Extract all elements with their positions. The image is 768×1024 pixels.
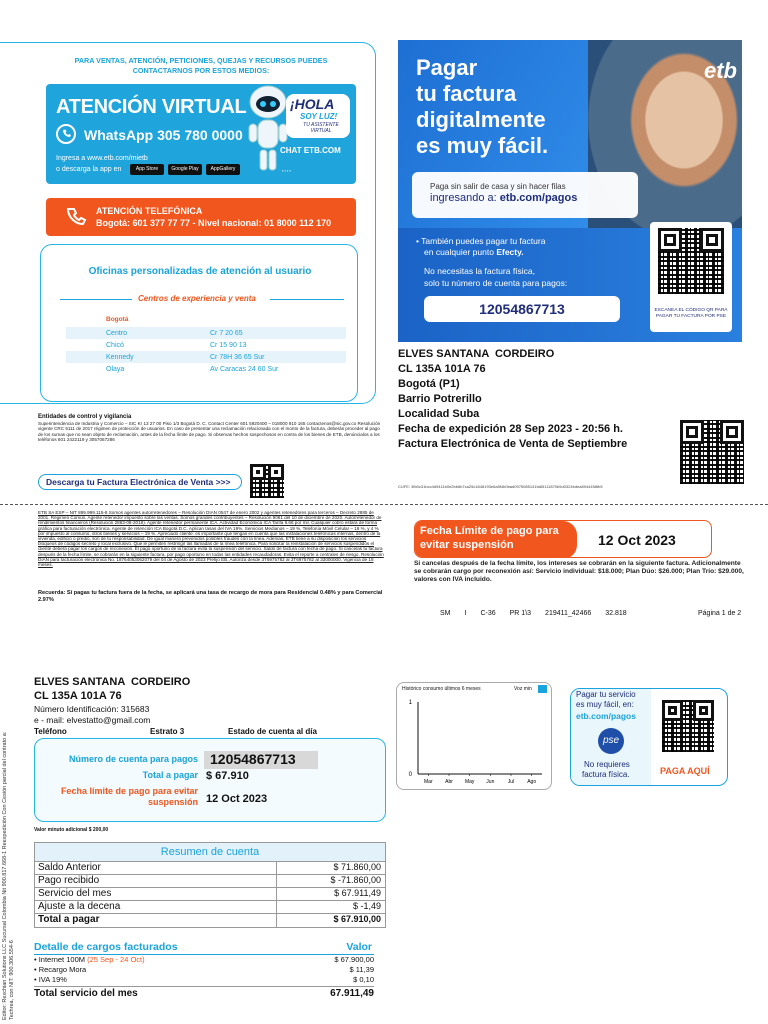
account-number: 12054867713 (210, 751, 296, 767)
chat-link[interactable]: CHAT ETB.COM (280, 146, 341, 155)
details-title: Detalle de cargos facturados (34, 941, 178, 953)
customer-name: ELVES SANTANA CORDEIRO (398, 348, 555, 360)
chart-y-tick: 0 (408, 772, 412, 778)
phone-attention-banner (46, 198, 356, 236)
detail-row (34, 975, 374, 985)
etb-logo: etb (704, 58, 737, 83)
bot-bubble-hola: ¡HOLA (290, 96, 335, 112)
pse-logo: pse (598, 728, 624, 754)
virtual-title: ATENCIÓN VIRTUAL (56, 96, 247, 118)
detail-value: $ 11,39 (349, 965, 374, 974)
consumption-chart (400, 696, 548, 788)
pse-no-invoice-1: No requieres (584, 760, 630, 769)
summary-total-value: $ 67.910,00 (333, 914, 381, 924)
customer-qr-code (680, 420, 744, 484)
detail-note: (25 Sep - 24 Oct) (87, 955, 145, 964)
app-store-badge[interactable]: App Store (130, 164, 164, 175)
summary-total-label: Total a pagar (35, 914, 277, 927)
summary-row (34, 901, 386, 914)
social-icons: ▪ ▪ ▪ ▪ (282, 168, 292, 173)
efecty-brand: Efecty. (496, 247, 524, 257)
pse-link[interactable]: etb.com/pagos (576, 711, 636, 721)
account-status: Estado de cuenta al día (228, 727, 317, 736)
promo-account-number: 12054867713 (479, 301, 565, 317)
summary-value: $ 71.860,00 (333, 862, 381, 872)
footer-code: 219411_42466 (545, 610, 592, 617)
office-name: Kennedy (106, 353, 134, 361)
contact-header: PARA VENTAS, ATENCIÓN, PETICIONES, QUEJAS Y RECURSOS PUEDES CONTACTARNOS POR ESTOS MEDIOS: (74, 56, 328, 75)
chart-x-label: Mar (424, 779, 433, 785)
pay-here[interactable]: PAGA AQUÍ (660, 766, 710, 776)
customer-neighborhood: Barrio Potrerillo (398, 393, 482, 405)
office-city: Bogotá (106, 316, 129, 323)
footer-codes (440, 610, 627, 617)
summary-label: Ajuste a la decena (35, 901, 277, 913)
pse-line-1: Pagar tu servicio (576, 690, 636, 699)
chart-legend-label: Voz min (514, 686, 532, 692)
offices-table (66, 327, 346, 375)
chart-x-label: May (464, 779, 475, 785)
late-fee-note: Recuerda: Si pagas tu factura fuera de la fecha, se aplicará una tasa de recargo de mora para Residencial 0.48% y para Comercial 2.97% (38, 590, 383, 603)
summary-label: Pago recibido (35, 875, 277, 887)
account-email: e - mail: elvestatto@gmail.com (34, 715, 151, 725)
web-line-1: Ingresa a www.etb.com/mietb (56, 155, 148, 162)
footer-code: SM (440, 610, 451, 617)
phone-label: Teléfono (34, 727, 67, 736)
deadline-date: 12 Oct 2023 (598, 532, 676, 548)
control-text: Superintendencia de Industria y Comercio – SIC Kr 13 27 00 Piso 1/3 Bogotá D. C. Contact Center 601 5920400 – 018000 910 165 contactenos@sic.gov.co Resolución vigente CRC 5111 de 2017 régimen de protección de usuarios. En caso de presentar una reclamación relacionada con el monto de la factura, deberás proceder al pago de los sumas que no sean objeto de reclamación, antes de la fecha límite de pago. Si observas hechos sospechosos en contra de los bienes de ETB, denúncialos a los teléfonos 601 2422119 y 3057067286 (38, 421, 381, 443)
phone-title: ATENCIÓN TELEFÓNICA (96, 206, 203, 216)
summary-row (34, 862, 386, 875)
detail-label: • Internet 100M (34, 955, 85, 964)
efecty-line-2 (424, 247, 524, 257)
detail-label-wrap (34, 955, 145, 965)
detail-row (34, 955, 374, 965)
detail-value: $ 0,10 (353, 975, 374, 984)
page-number: Página 1 de 2 (698, 610, 742, 617)
office-row (66, 351, 346, 363)
chart-x-label: Jul (507, 779, 515, 785)
summary-title: Resumen de cuenta (160, 846, 260, 858)
details-value-header: Valor (346, 941, 372, 953)
office-name: Centro (106, 329, 128, 337)
office-address: Cr 7 20 65 (210, 329, 243, 337)
summary-value: $ 67.911,49 (334, 888, 381, 898)
summary-label: Servicio del mes (35, 888, 277, 900)
stratum: Estrato 3 (150, 727, 185, 736)
summary-table (34, 862, 386, 928)
chart-legend-swatch (538, 685, 547, 693)
account-number-label: Número de cuenta para pagos (68, 754, 198, 764)
detail-row (34, 965, 374, 975)
web-line-2: o descarga la app en (56, 166, 122, 173)
promo-headline-2: tu factura (416, 81, 517, 106)
summary-row (34, 875, 386, 888)
summary-total-row (34, 914, 386, 928)
cufe-code: CUFE: 3fb0c31bcc4d9411b0e2bb6b7ca25c1848193e6a5f4b0bad0975085141fa65111870b5d0324bdea8944458fb5 (398, 484, 603, 489)
deadline-label: Fecha Límite de pago para evitar suspensión (420, 525, 559, 551)
centers-divider-left (60, 299, 132, 300)
download-invoice-label[interactable]: Descarga tu Factura Electrónica de Venta >>> (46, 477, 231, 487)
total-value: $ 67.910 (206, 770, 249, 782)
promo-pay-prefix: ingresando a: (430, 192, 500, 204)
invoice-qr-code (250, 464, 284, 498)
phone-numbers[interactable]: Bogotá: 601 377 77 77 - Nivel nacional: 01 8000 112 170 (96, 218, 332, 228)
details-list (34, 955, 374, 985)
no-invoice-line-1: No necesitas la factura física, (424, 266, 536, 276)
robot-assistant-icon (246, 80, 290, 180)
office-address: Av Caracas 24 60 Sur (210, 365, 279, 373)
customer-address: CL 135A 101A 76 (398, 363, 486, 375)
account-name: ELVES SANTANA CORDEIRO (34, 676, 191, 688)
centers-title: Centros de experiencia y venta (138, 294, 256, 303)
details-total-value: 67.911,49 (330, 988, 374, 999)
promo-qr-caption: ESCANEA EL CÓDIGO QR PARA PAGAR TU FACTURA POR PSE (654, 308, 728, 319)
footer-code: C-36 (480, 610, 496, 617)
bot-bubble-name: SOY LUZ! (300, 112, 338, 121)
detail-label: • Recargo Mora (34, 965, 87, 974)
pse-qr-code[interactable] (662, 700, 714, 752)
details-total-label: Total servicio del mes (34, 988, 138, 999)
promo-pay-line-1: Paga sin salir de casa y sin hacer filas (430, 182, 566, 191)
footer-code: 32.818 (605, 610, 627, 617)
office-name: Chicó (106, 341, 124, 349)
offices-title: Oficinas personalizadas de atención al usuario (88, 266, 312, 277)
office-address: Cr 15 90 13 (210, 341, 247, 349)
office-row (66, 363, 346, 375)
chart-title: Histórico consumo últimos 6 meses (402, 686, 481, 692)
centers-divider-right (270, 299, 344, 300)
promo-headline-3: digitalmente (416, 107, 546, 132)
efecty-prefix: en cualquier punto (424, 247, 497, 257)
summary-label: Saldo Anterior (35, 862, 277, 874)
control-title: Entidades de control y vigilancia (38, 414, 132, 420)
chart-x-label: Ago (527, 779, 537, 785)
no-invoice-line-2: solo tu número de cuenta para pagos: (424, 278, 568, 288)
detail-label: • IVA 19% (34, 975, 67, 984)
issue-date: Fecha de expedición 28 Sep 2023 - 20:56 h. (398, 423, 623, 435)
office-row (66, 327, 346, 339)
chart-x-label: Jun (486, 779, 495, 785)
promo-headline-4: es muy fácil. (416, 133, 549, 158)
promo-qr-code[interactable] (658, 228, 724, 294)
footer-code: PR 1\3 (509, 610, 532, 617)
customer-city: Bogotá (P1) (398, 378, 460, 390)
pse-line-2: es muy fácil, en: (576, 700, 634, 709)
deadline-value-2: 12 Oct 2023 (206, 793, 268, 805)
details-total-divider (34, 986, 374, 987)
whatsapp-icon (56, 124, 76, 144)
bot-bubble-role: TU ASISTENTE VIRTUAL (303, 122, 339, 134)
phone-icon (62, 204, 88, 230)
detail-value: $ 67.900,00 (334, 955, 374, 964)
office-address: Cr 78H 36 65 Sur (210, 353, 265, 361)
chart-x-label: Abr (445, 779, 453, 785)
customer-locality: Localidad Suba (398, 408, 480, 420)
summary-value: $ -71.860,00 (330, 875, 381, 885)
promo-pay-link[interactable]: etb.com/pagos (499, 192, 578, 204)
minute-value: Valor minuto adicional $ 200,00 (34, 827, 109, 833)
side-editor-note: Editor: Rexchian Solutions LLC Sucursal Colombia Nit 900.817.668-1 Reexpedición Con Cesión parcial del contrato a: Techrea, con NIT: 900.306.554-6 (2, 731, 15, 1020)
office-row (66, 339, 346, 351)
google-play-badge[interactable]: Google Play (168, 164, 202, 175)
total-label: Total a pagar (142, 770, 198, 780)
account-id: Número Identificación: 315683 (34, 704, 150, 714)
chart-y-tick: 1 (408, 700, 412, 706)
deadline-label-2: Fecha límite de pago para evitar suspensión (60, 786, 198, 807)
promo-pay-line-2 (430, 192, 577, 204)
cut-line (0, 504, 768, 505)
office-name: Olaya (106, 365, 125, 373)
whatsapp-number[interactable]: WhatsApp 305 780 0000 (84, 127, 243, 143)
pse-no-invoice-2: factura física. (582, 770, 630, 779)
promo-headline-1: Pagar (416, 55, 478, 80)
footer-code: I (464, 610, 467, 617)
summary-row (34, 888, 386, 901)
efecty-line-1: • También puedes pagar tu factura (416, 236, 546, 246)
summary-value: $ -1,49 (352, 901, 381, 911)
reconnect-note: Si cancelas después de la fecha límite, los intereses se cobrarán en la siguiente factura. Adicionalmente se cobrarán cargo por reconexión así: Servicio individual: $18.000; Plan Dúo: $26.000; Plan Trío: $29.000, valores con IVA incluido. (414, 560, 744, 583)
invoice-type: Factura Electrónica de Venta de Septiembre (398, 438, 628, 450)
appgallery-badge[interactable]: AppGallery (206, 164, 240, 175)
account-address: CL 135A 101A 76 (34, 690, 122, 702)
legal-text: ETB SA ESP – NIT 899.999.115-8 Somos agentes autorretenedores – Resolución DIAN 0547 de enero 2002 y agentes retenedores para terceros – Decreto 2885 de 2001. Régimen Común. Agente retenedor impuesto sobre las ventas. Somos grandes contribuyentes – Resolución 9061 del 10 de diciembre de 2020. Autorretenedor de rendimientos financieros (Resolución 2863-08-2018). Agente retenedor permanente ICA. Actividad Económica ICA Tarifa 9.66 por mil. Cualquier cobro estará de forma gráfica para facturación electrónica. Agente de retención ICA Bogotá D.C. Aplican tasas del IVA 19%. Servicios Medianos – 19 %, Telefonía Móvil Celular – 19 %, y 4 % por impuesto al consumo, otros bienes y servicios – 19 %. Apreciado cliente: es importante que tengas en cuenta que las instalaciones telefónicas internas, dentro de la vivienda, edificio o predio, son de tu responsabilidad. De igual manera prevenidos posibles fraudes con la línea. Además, ETB tiene a su disposición los servicios bloqueos de códigos secreto y local exclusivo. Que le permiten restringir las llamadas de la línea telefónica. Para solicitar la reinstalación de servicios suspendidos el cliente deberá pagar los cargos de reconexión. El pago oportuno de la factura evita la suspensión del servicio. Saldo de factura con fecha de pago. Si cancelas tu factura después de la fecha límite, se cobrarán en la siguiente factura, por pago oportuno en todas las entidades recaudadoras. Evita el reporte a centrales de riesgo. Resolución DIAN para facturación electrónica No. 18764053062079 del 04 de Agosto de 2023 Prefijo EB, Autoriza desde 3T6975782 al 3T6975782 al 33000000. Vigencia de 18 meses. (38, 510, 384, 568)
